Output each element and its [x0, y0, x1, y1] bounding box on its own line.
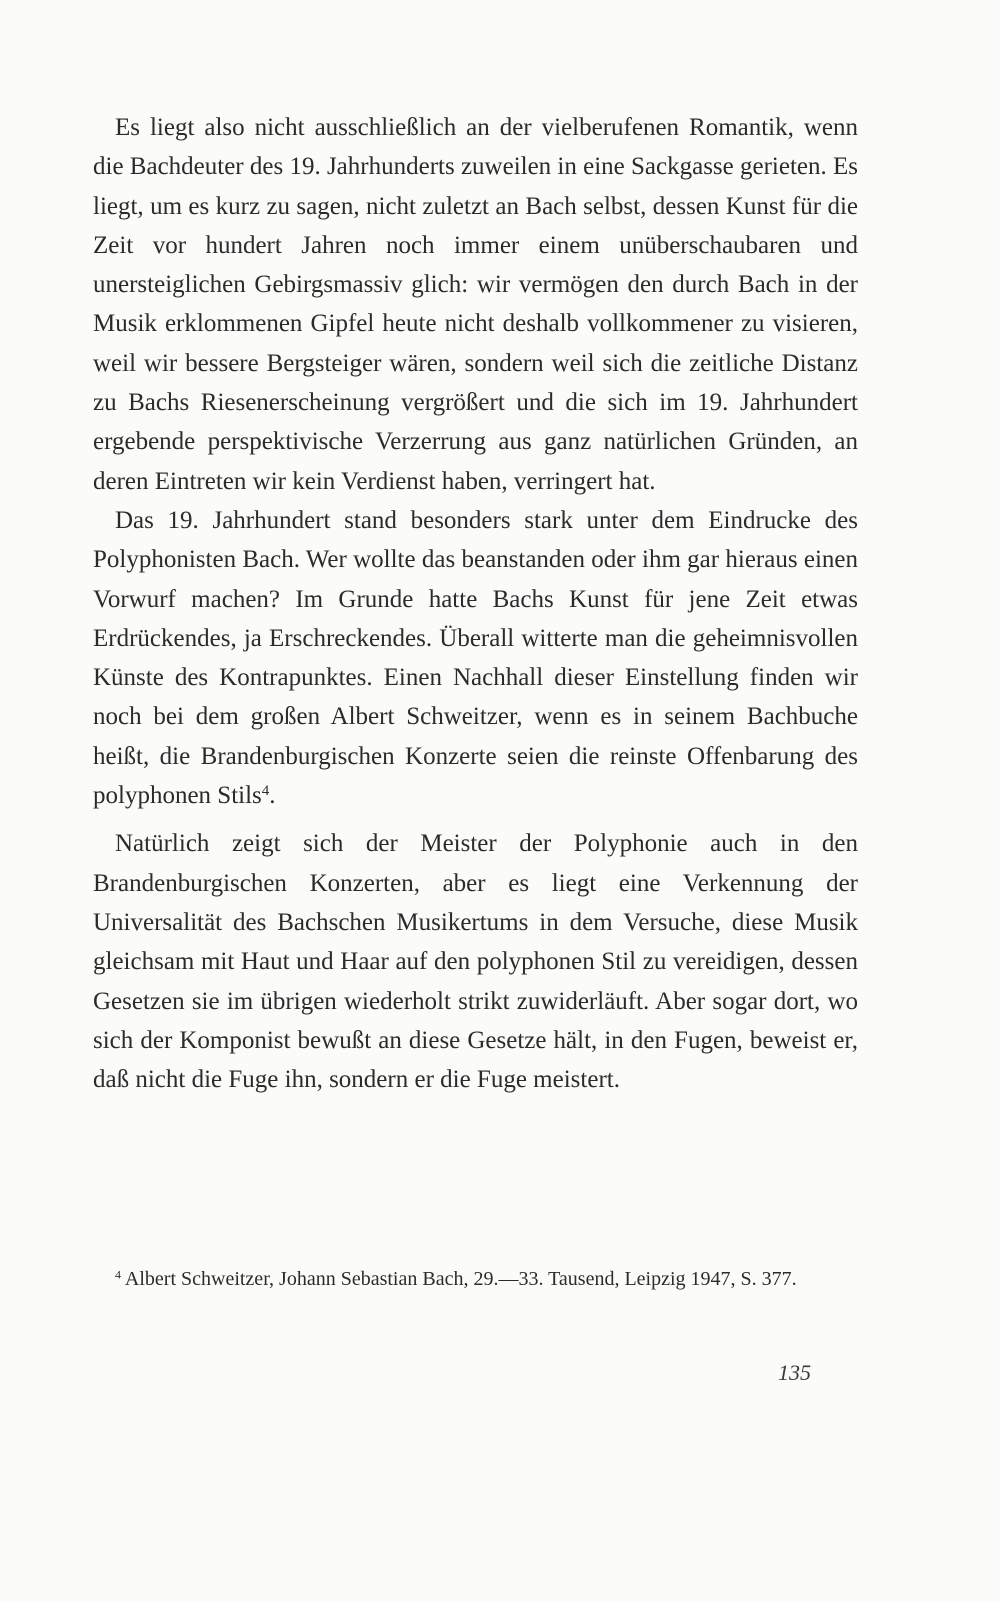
- footnote-text: Albert Schweitzer, Johann Sebastian Bach, 29.—33. Tausend, Leipzig 1947, S. 377.: [124, 1268, 797, 1290]
- footnote-line: [93, 1264, 858, 1294]
- main-text: [93, 108, 858, 1099]
- paragraph-1: Es liegt also nicht ausschließlich an der vielberufenen Romantik, wenn die Bachdeuter des 19. Jahrhunderts zuweilen in eine Sackgasse gerieten. Es liegt, um es kurz zu sagen, nicht zuletzt an Bach selbst, dessen Kunst für die Zeit vor hundert Jahren noch immer einem unüberschaubaren und unersteiglichen Gebirgsmassiv glich: wir vermögen den durch Bach in der Musik erklommenen Gipfel heute nicht deshalb vollkommener zu visieren, weil wir bessere Bergsteiger wären, sondern weil sich die zeitliche Distanz zu Bachs Riesenerscheinung vergrößert und die sich im 19. Jahrhundert ergebende perspektivische Verzerrung aus ganz natürlichen Gründen, an deren Eintreten wir kein Verdienst haben, verringert hat.: [93, 114, 859, 495]
- page-number: 135: [778, 1360, 811, 1385]
- paragraph-2-end: .: [269, 782, 276, 810]
- footnote-reference: 4: [261, 782, 270, 799]
- footnote-marker: 4: [115, 1267, 121, 1282]
- paragraph-2: [93, 501, 858, 815]
- paragraph-2-text: Das 19. Jahrhundert stand besonders stark unter dem Eindrucke des Polyphonisten Bach. Wer wollte das beanstanden oder ihm gar hieraus einen Vorwurf machen? Im Grunde hatte Bachs Kunst für jene Zeit etwas Erdrückendes, ja Erschreckendes. Überall witterte man die geheimnisvollen Künste des Kontrapunktes. Einen Nachhall dieser Einstellung finden wir noch bei dem großen Albert Schweitzer, wenn es in seinem Bachbuche heißt, die Brandenburgischen Konzerte seien die reinste Offenbarung des polyphonen Stils: [93, 506, 858, 810]
- footnote: [93, 1264, 858, 1294]
- paragraph-3: Natürlich zeigt sich der Meister der Polyphonie auch in den Brandenburgischen Konzerten, aber es liegt eine Verkennung der Universalität des Bachschen Musikertums in dem Versuche, diese Musik gleichsam mit Haut und Haar auf den polyphonen Stil zu vereidigen, dessen Gesetzen sie im übrigen wiederholt strikt zuwiderläuft. Aber sogar dort, wo sich der Komponist bewußt an diese Gesetze hält, in den Fugen, beweist er, daß nicht die Fuge ihn, sondern er die Fuge meistert.: [93, 830, 858, 1094]
